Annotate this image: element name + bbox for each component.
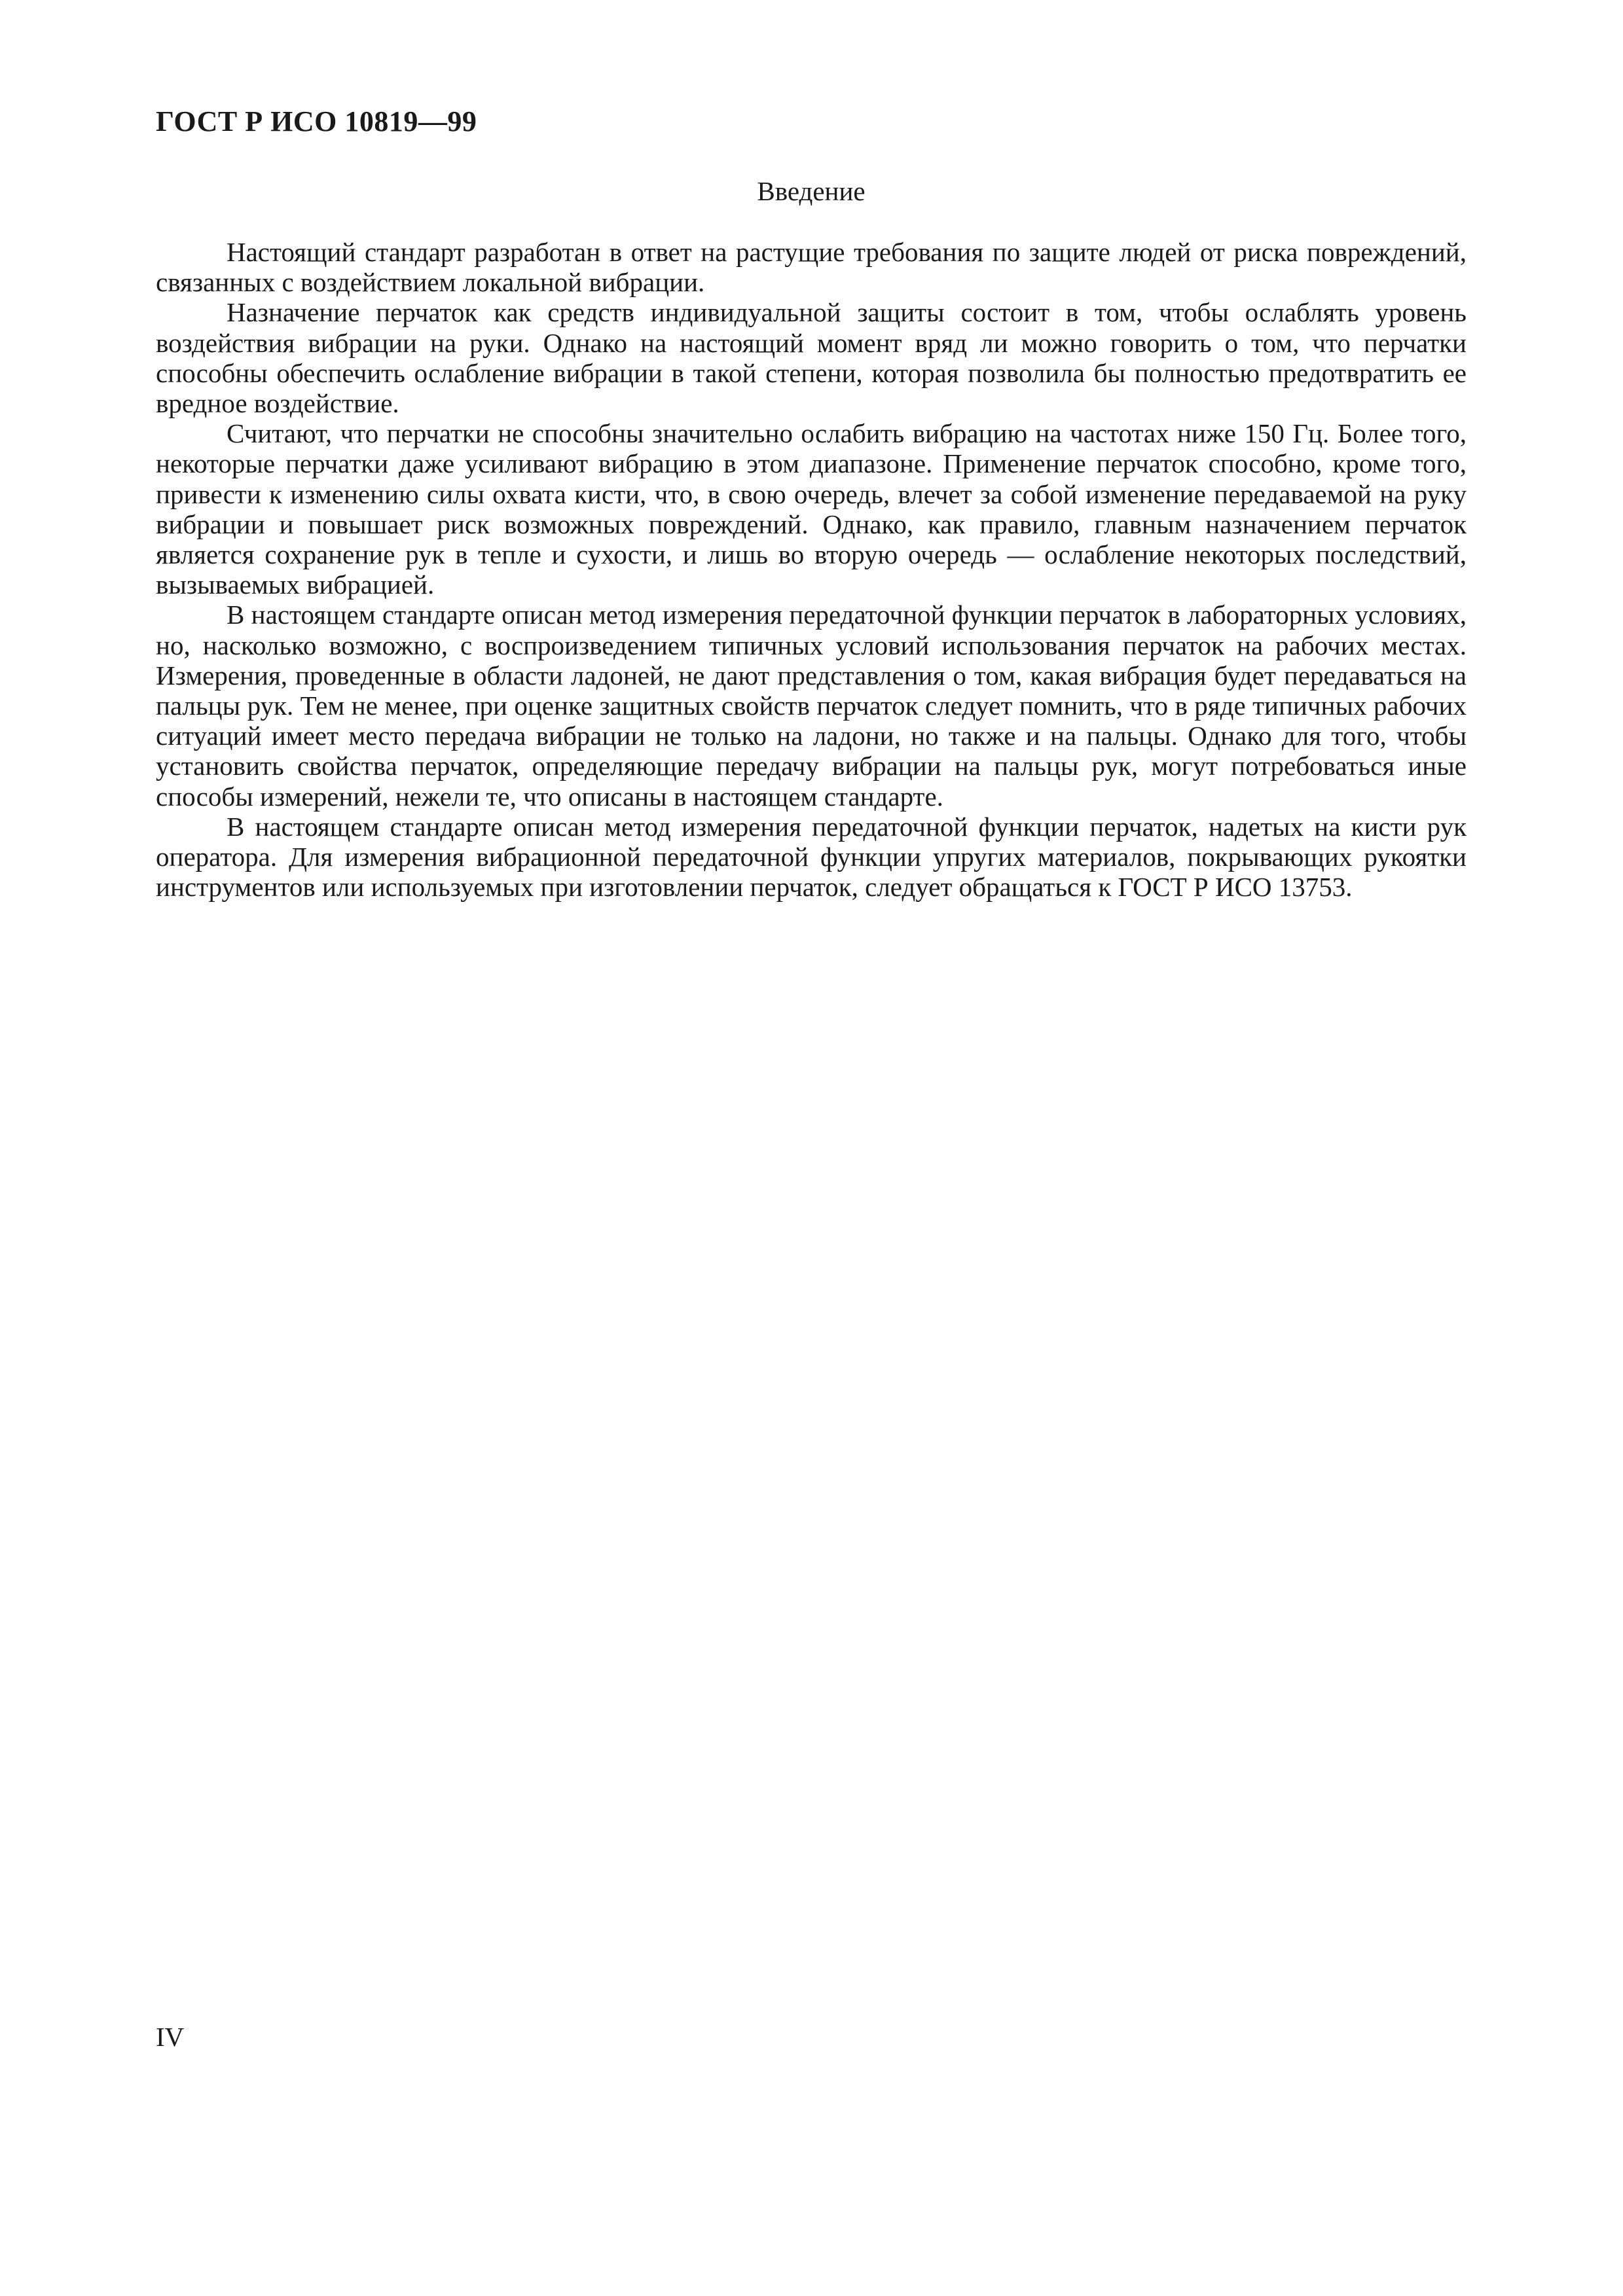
paragraph-2: Назначение перчаток как средств индивидуальной защиты состоит в том, чтобы ослаблять уровень воздействия вибрации на руки. Однако на настоящий момент вряд ли можно говорить о том, что перчатки способны обеспечить ослабление вибрации в такой степени, которая позволила бы полностью предотвратить ее вредное воздействие. (156, 297, 1467, 419)
section-title: Введение (757, 176, 866, 206)
paragraph-1: Настоящий стандарт разработан в ответ на растущие требования по защите людей от риска повреждений, связанных с воздействием локальной вибрации. (156, 237, 1467, 298)
paragraph-4: В настоящем стандарте описан метод измерения передаточной функции перчаток в лабораторных условиях, но, насколько возможно, с воспроизведением типичных условий использования перчаток на рабочих местах. Измерения, проведенные в области ладоней, не дают представления о том, какая вибрация будет передаваться на пальцы рук. Тем не менее, при оценке защитных свойств перчаток следует помнить, что в ряде типичных рабочих ситуаций имеет место передача вибрации не только на ладони, но также и на пальцы. Однако для того, чтобы установить свойства перчаток, определяющие передачу вибрации на пальцы рук, могут потребоваться иные способы измерений, нежели те, что описаны в настоящем стандарте. (156, 600, 1467, 812)
paragraph-3: Считают, что перчатки не способны значительно ослабить вибрацию на частотах ниже 150 Гц. Более того, некоторые перчатки даже усиливают вибрацию в этом диапазоне. Применение перчаток способно, кроме того, привести к изменению силы охвата кисти, что, в свою очередь, влечет за собой изменение передаваемой на руку вибрации и повышает риск возможных повреждений. Однако, как правило, главным назначением перчаток является сохранение рук в тепле и сухости, и лишь во вторую очередь — ослабление некоторых последствий, вызываемых вибрацией. (156, 418, 1467, 600)
document-code-header: ГОСТ Р ИСО 10819—99 (156, 105, 477, 137)
introduction-body (156, 237, 1467, 902)
page-number: IV (156, 2022, 185, 2052)
paragraph-5: В настоящем стандарте описан метод измерения передаточной функции перчаток, надетых на кисти рук оператора. Для измерения вибрационной передаточной функции упругих материалов, покрывающих рукоятки инструментов или используемых при изготовлении перчаток, следует обращаться к ГОСТ Р ИСО 13753. (156, 811, 1467, 903)
